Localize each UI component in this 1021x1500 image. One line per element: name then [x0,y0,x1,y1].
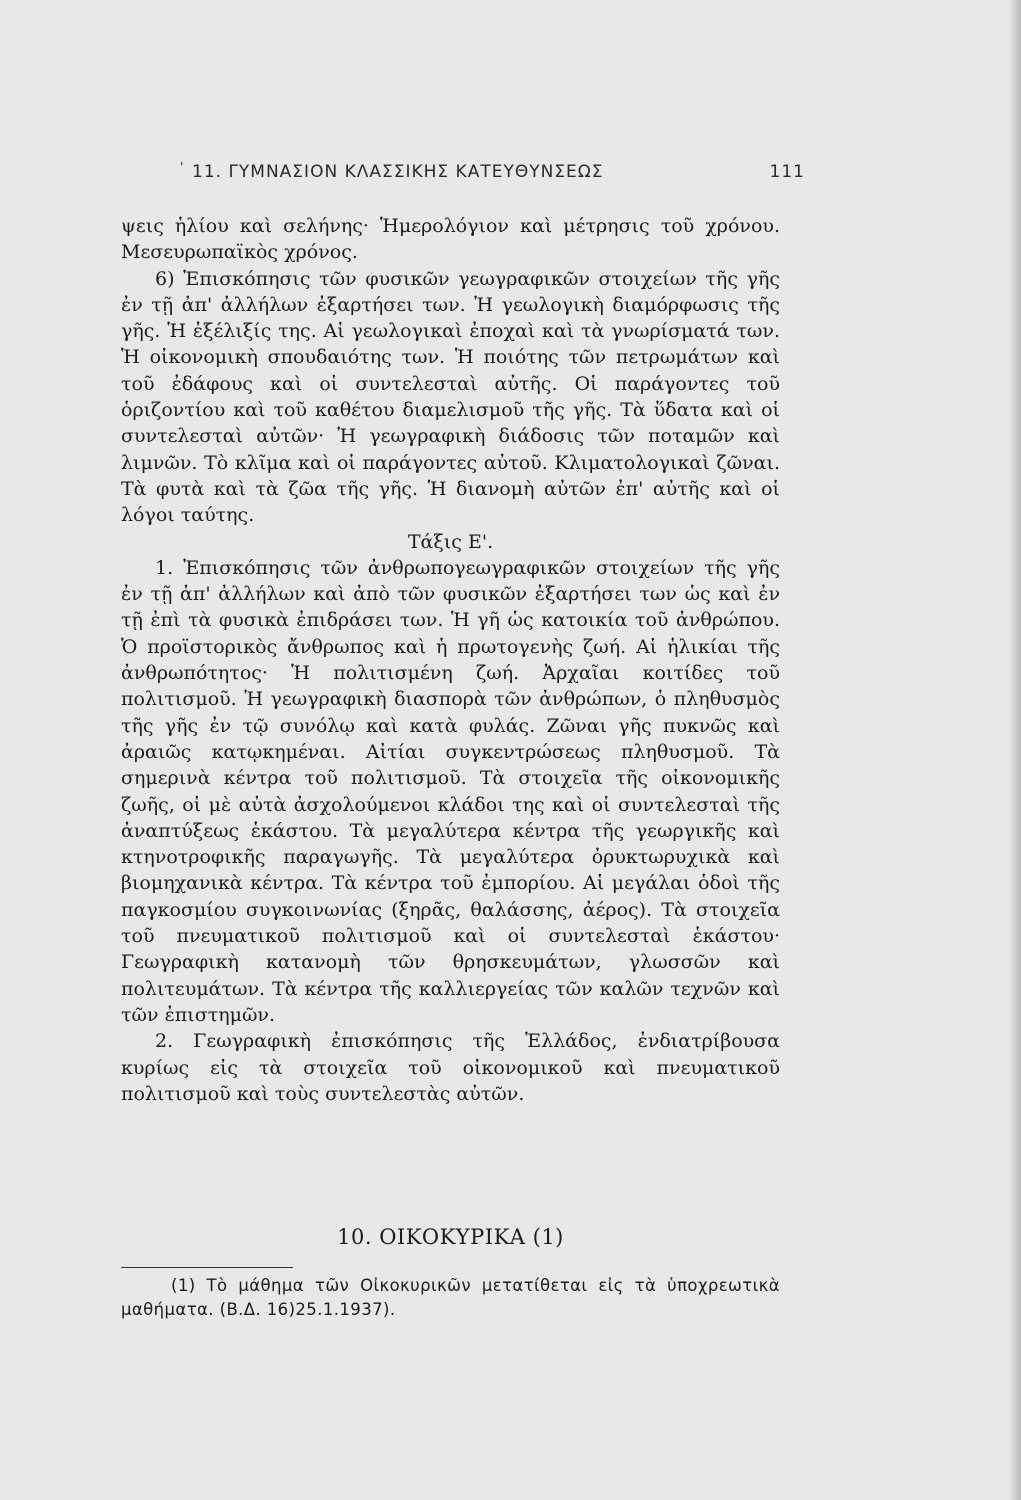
paragraph-2: 2. Γεωγραφικὴ ἐπισκόπησις τῆς Ἑλλάδος, ἐνδιατρίβουσα κυρίως εἰς τὰ στοιχεῖα τοῦ οἰκονομικοῦ καὶ πνευματικοῦ πολιτισμοῦ καὶ τοὺς συντελεστὰς αὐτῶν. [121,1030,780,1105]
paragraph-6: 6) Ἐπισκόπησις τῶν φυσικῶν γεωγραφικῶν στοιχείων τῆς γῆς ἐν τῇ ἀπ' ἀλλήλων ἐξαρτήσει των. Ἡ γεωλογικὴ διαμόρφωσις τῆς γῆς. Ἡ ἐξέλιξίς της. Αἱ γεωλογικαὶ ἐποχαὶ καὶ τὰ γνωρίσματά των. Ἡ οἰκονομικὴ σπουδαιότης των. Ἡ ποιότης τῶν πετρωμάτων καὶ τοῦ ἐδάφους καὶ οἱ συντελεσταὶ αὐτῆς. Οἱ παράγοντες τοῦ ὁριζοντίου καὶ τοῦ καθέτου διαμελισμοῦ τῆς γῆς. Τὰ ὕδατα καὶ οἱ συντελεσταὶ αὐτῶν· Ἡ γεωγραφικὴ διάδοσις τῶν ποταμῶν καὶ λιμνῶν. Τὸ κλῖμα καὶ οἱ παράγοντες αὐτοῦ. Κλιματολογικαὶ ζῶναι. Τὰ φυτὰ καὶ τὰ ζῶα τῆς γῆς. Ἡ διανομὴ αὐτῶν ἐπ' αὐτῆς καὶ οἱ λόγοι ταύτης. [121,267,780,527]
class-heading: Τάξις Ε'. [407,530,494,553]
main-text [121,213,780,1107]
header-title: 11. ΓΥΜΝΑΣΙΟΝ ΚΛΑΣΣΙΚΗΣ ΚΑΤΕΥΘΥΝΣΕΩΣ [192,162,604,182]
footnote-divider [121,1267,293,1268]
paragraph-continuation: ψεις ἡλίου καὶ σελήνης· Ἡμερολόγιον καὶ μέτρησις τοῦ χρόνου. Μεσευρωπαϊκὸς χρόνος. [121,215,780,264]
page-number: 111 [769,162,805,182]
section-heading: 10. ΟΙΚΟΚΥΡΙΚΑ (1) [337,1225,564,1249]
footnote: (1) Τὸ μάθημα τῶν Οἰκοκυρικῶν μετατίθεται εἰς τὰ ὑποχρεωτικὰ μαθήματα. (Β.Δ. 16)25.1.1937). [121,1276,780,1319]
paragraph-1: 1. Ἐπισκόπησις τῶν ἀνθρωπογεωγραφικῶν στοιχείων τῆς γῆς ἐν τῇ ἀπ' ἀλλήλων καὶ ἀπὸ τῶν φυσικῶν ἐξαρτήσει των ὡς καὶ ἐν τῇ ἐπὶ τὰ φυσικὰ ἐπιδράσει των. Ἡ γῆ ὡς κατοικία τοῦ ἀνθρώπου. Ὁ προϊστορικὸς ἄνθρωπος καὶ ἡ πρωτογενὴς ζωή. Αἱ ἡλικίαι τῆς ἀνθρωπότητος· Ἡ πολιτισμένη ζωή. Ἀρχαῖαι κοιτίδες τοῦ πολιτισμοῦ. Ἡ γεωγραφικὴ διασπορὰ τῶν ἀνθρώπων, ὁ πληθυσμὸς τῆς γῆς ἐν τῷ συνόλῳ καὶ κατὰ φυλάς. Ζῶναι γῆς πυκνῶς καὶ ἀραιῶς κατῳκημέναι. Αἰτίαι συγκεντρώσεως πληθυσμοῦ. Τὰ σημερινὰ κέντρα τοῦ πολιτισμοῦ. Τὰ στοιχεῖα τῆς οἰκονομικῆς ζωῆς, οἱ μὲ αὐτὰ ἀσχολούμενοι κλάδοι της καὶ οἱ συντελεσταὶ τῆς ἀναπτύξεως ἑκάστου. Τὰ μεγαλύτερα κέντρα τῆς γεωργικῆς καὶ κτηνοτροφικῆς παραγωγῆς. Τὰ μεγαλύτερα ὀρυκτωρυχικὰ καὶ βιομηχανικὰ κέντρα. Τὰ κέντρα τοῦ ἐμπορίου. Αἱ μεγάλαι ὁδοὶ τῆς παγκοσμίου συγκοινωνίας (ξηρᾶς, θαλάσσης, ἀέρος). Τὰ στοιχεῖα τοῦ πνευματικοῦ πολιτισμοῦ καὶ οἱ συντελεσταὶ ἑκάστου· Γεωγραφικὴ κατανομὴ τῶν θρησκευμάτων, γλωσσῶν καὶ πολιτευμάτων. Τὰ κέντρα τῆς καλλιεργείας τῶν καλῶν τεχνῶν καὶ τῶν ἐπιστημῶν. [121,556,780,1026]
header-mark: ' [180,160,185,174]
